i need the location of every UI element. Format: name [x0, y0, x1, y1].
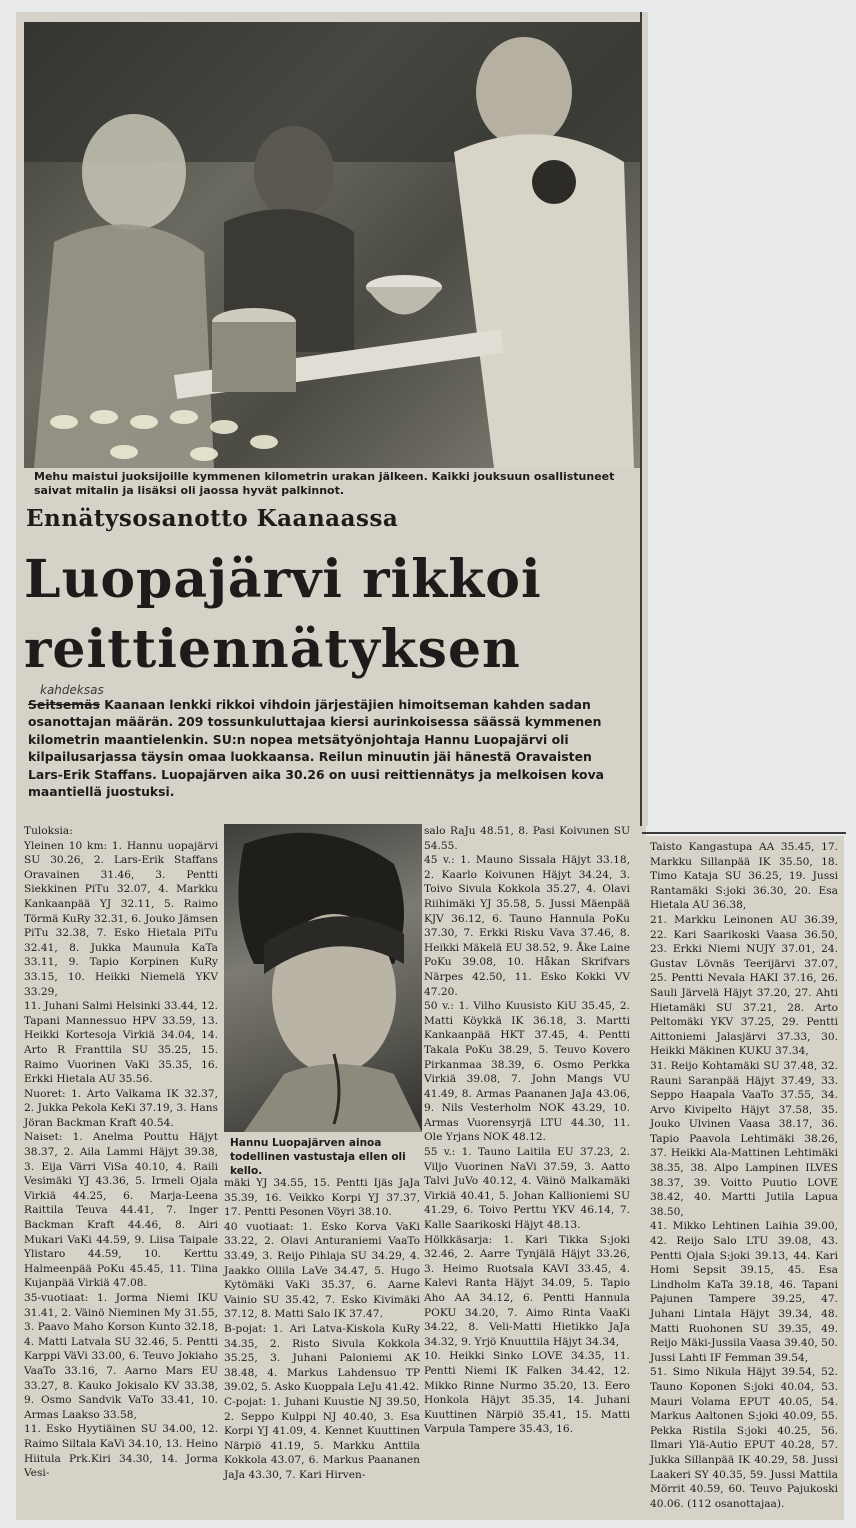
results-column-3: salo RaJu 48.51, 8. Pasi Koivunen SU 54.55. 45 v.: 1. Mauno Sissala Häjyt 33.18, 2. Kaarlo Koivunen Häjyt 34.24, 3. Toivo Sivula Kokkola 35.27, 4. Olavi Riihimäki YJ 35.58, 5. Jussi Mäenpää KJV 36.12, 6. Tauno Hannula PoKu 37.30, 7. Erkki Risku Vava 37.46, 8. Heikki Mäkelä EU 38.52, 9. Åke Laine PoKu 39.08, 10. Håkan Skrifvars Närpes 42.50, 11. Esko Kokki VV 47.20. 50 v.: 1. Vilho Kuusisto KiU 35.45, 2. Matti Köykkä IK 36.18, 3. Martti Kankaanpää HKT 37.45, 4. Pentti Takala PoKu 38.29, 5. Teuvo Kovero Pirkanmaa 38.39, 6. Osmo Perkka Virkiä 39.08, 7. John Mangs VU 41.49, 8. Armas Paananen JaJa 43.06, 9. Nils Vesterholm NOK 43.29, 10. Armas Vuorensyrjä LTU 44.30, 11. Ole Yrjans NOK 48.12. 55 v.: 1. Tauno Laitila EU 37.23, 2. Viljo Vuorinen NaVi 37.59, 3. Aatto Talvi JuVo 40.12, 4. Väinö Malkamäki Virkiä 40.41, 5. Johan Kallioniemi SU 41.29, 6. Toivo Perttu YKV 46.14, 7. Kalle Saarikoski Häjyt 48.13. Hölkkäsarja: 1. Kari Tikka S:joki 32.46, 2. Aarre Tynjälä Häjyt 33.26, 3. Heimo Ruotsala KAVI 33.45, 4. Kalevi Ranta Häjyt 34.09, 5. Tapio Aho AA 34.12, 6. Pentti Hannula POKU 34.20, 7. Aimo Rinta VaaKi 34.22, 8. Veli-Matti Hietikko JaJa 34.32, 9. Yrjö Knuuttila Häjyt 34.34, 10. Heikki Sinko LOVE 34.35, 11. Pentti Niemi IK Falken 34.42, 12. Mikko Rinne Nurmo 35.20, 13. Eero Honkola Häjyt 35.35, 14. Juhani Kuuttinen Närpiö 35.41, 15. Matti Varpula Tampere 35.43, 16.	[424, 825, 630, 1436]
results-column-1: Tuloksia: Yleinen 10 km: 1. Hannu uopajärvi SU 30.26, 2. Lars-Erik Staffans Oravainen 31.46, 3. Pentti Siekkinen PiTu 32.07, 4. Markku Kankaanpää YJ 32.11, 5. Raimo Törmä KuRy 32.31, 6. Jouko Jämsen PiTu 32.38, 7. Esko Hietala PiTu 32.41, 8. Jukka Maunula KaTa 33.11, 9. Tapio Korpinen KuRy 33.15, 10. Heikki Niemelä YKV 33.29, 11. Juhani Salmi Helsinki 33.44, 12. Tapani Mannessuo HPV 33.59, 13. Heikki Kortesoja Virkiä 34.04, 14. Arto R Franttila SU 35.25, 15. Raimo Vuorinen VaKi 35.35, 16. Erkki Hietala AU 35.56. Nuoret: 1. Arto Valkama IK 32.37, 2. Jukka Pekola KeKi 37.19, 3. Hans Jöran Backman Kraft 40.54. Naiset: 1. Anelma Pouttu Häjyt 38.37, 2. Aila Lammi Häjyt 39.38, 3. Eija Värri ViSa 40.10, 4. Raili Vesimäki YJ 43.36, 5. Irmeli Ojala Virkiä 44.25, 6. Marja-Leena Raittila Teuva 44.41, 7. Inger Backman Kraft 44.46, 8. Airi Mukari VaKi 44.59, 9. Liisa Taipale Ylistaro 44.59, 10. Kerttu Halmeenpää PoKu 45.45, 11. Tiina Kujanpää Virkiä 47.08. 35-vuotiaat: 1. Jorma Niemi IKU 31.41, 2. Väinö Nieminen My 31.55, 3. Paavo Maho Korson Kunto 32.18, 4. Matti Latvala SU 32.46, 5. Pentti Karppi VäVi 33.00, 6. Teuvo Jokiaho VaaTo 33.16, 7. Aarno Mars EU 33.27, 8. Kauko Jokisalo KV 33.38, 9. Osmo Sandvik VaTo 33.41, 10. Armas Laakso 33.58, 11. Esko Hyytiäinen SU 34.00, 12. Raimo Siltala KaVi 34.10, 13. Heino Hiitula Prk.Kiri 34.30, 14. Jorma Vesi-	[24, 825, 218, 1480]
struck-word: Seitsemäs	[28, 697, 100, 712]
photo-caption: Mehu maistui juoksijoille kymmenen kilometrin urakan jälkeen. Kaikki jouksuun osallistuneet saivat mitalin ja lisäksi oli jaossa hyvät palkinnot.	[34, 470, 615, 497]
results-column-2: mäki YJ 34.55, 15. Pentti Ijäs JaJa 35.39, 16. Veikko Korpi YJ 37.37, 17. Pentti Pesonen Vöyri 38.10. 40 vuotiaat: 1. Esko Korva VaKi 33.22, 2. Olavi Anturaniemi VaaTo 33.49, 3. Reijo Pihlaja SU 34.29, 4. Jaakko Ollila LaVe 34.47, 5. Hugo Kytömäki VaKi 35.37, 6. Aarne Vainio SU 35.42, 7. Esko Kivimäki 37.12, 8. Matti Salo IK 37.47. B-pojat: 1. Ari Latva-Kiskola KuRy 34.35, 2. Risto Sivula Kokkola 35.25, 3. Juhani Paloniemi AK 38.48, 4. Markus Lahdensuo TP 39.02, 5. Asko Kuoppala LeJu 41.42. C-pojat: 1. Juhani Kuustie NJ 39.50, 2. Seppo Kulppi NJ 40.40, 3. Esa Korpi YJ 41.09, 4. Kennet Kuuttinen Närpiö 41.19, 5. Markku Anttila Kokkola 43.07, 6. Markus Paananen JaJa 43.30, 7. Kari Hirven-	[224, 1177, 420, 1481]
juice-station-photo-shapes	[24, 22, 640, 468]
kicker-headline: Ennätysosanotto Kaanaassa	[26, 505, 399, 532]
results-column-4: Taisto Kangastupa AA 35.45, 17. Markku Sillanpää IK 35.50, 18. Timo Kataja SU 36.25, 19. Jussi Rantamäki S:joki 36.30, 20. Esa Hietala AU 36.38, 21. Markku Leinonen AU 36.39, 22. Kari Saarikoski Vaasa 36.50, 23. Erkki Niemi NUJY 37.01, 24. Gustav Lövnäs Teerijärvi 37.07, 25. Pentti Nevala HAKI 37.16, 26. Sauli Järvelä Häjyt 37.20, 27. Ahti Hietamäki SU 37.21, 28. Arto Peltomäki YKV 37.25, 29. Pentti Aittoniemi Jalasjärvi 37.33, 30. Heikki Mäkinen KUKU 37.34, 31. Reijo Kohtamäki SU 37.48, 32. Rauni Saranpää Häjyt 37.49, 33. Seppo Haapala VaaTo 37.55, 34. Arvo Kivipelto Häjyt 37.58, 35. Jouko Ulvinen Vaasa 38.17, 36. Tapio Paavola Lehtimäki 38.26, 37. Heikki Ala-Mattinen Lehtimäki 38.35, 38. Alpo Lampinen ILVES 38.37, 39. Voitto Puutio LOVE 38.42, 40. Martti Jutila Lapua 38.50, 41. Mikko Lehtinen Laihia 39.00, 42. Reijo Salo LTU 39.08, 43. Pentti Ojala S:joki 39.13, 44. Kari Homi Sepsit 39.15, 45. Esa Lindholm KaTa 39.18, 46. Tapani Pajunen Tampere 39.25, 47. Juhani Lintala Häjyt 39.34, 48. Matti Ruohonen SU 39.35, 49. Reijo Mäki-Jussila Vaasa 39.40, 50. Jussi Lahti IF Femman 39.54, 51. Simo Nikula Häjyt 39.54, 52. Tauno Koponen S:joki 40.04, 53. Mauri Volama EPUT 40.05, 54. Markus Aaltonen S:joki 40.09, 55. Pekka Ristila S:joki 40.25, 56. Ilmari Ylä-Autio EPUT 40.28, 57. Jukka Sillanpää IK 40.29, 58. Jussi Laakeri SY 40.35, 59. Jussi Mattila Mörrit 40.59, 60. Teuvo Pajukoski 40.06. (112 osanottajaa).	[650, 841, 838, 1510]
lead-text: Kaanaan lenkki rikkoi vihdoin järjestäjien himoitseman kahden sadan osanottajan määrän. 209 tossunkuluttajaa kiersi aurinkoisessa säässä kymmenen kilometrin maantielenkin. SU:n nopea metsätyönjohtaja Hannu Luopajärvi oli kilpailusarjassa täysin omaa luokkaansa. Reilun minuutin jäi hänestä Oravaisten Lars-Erik Staffans. Luopajärven aika 30.26 on uusi reittiennätys ja melkoisen kova maantiellä juostuksi.	[28, 697, 605, 800]
juice-station-photo	[24, 22, 640, 468]
lead-paragraph	[28, 696, 618, 800]
runner-portrait-shapes	[224, 824, 422, 1132]
handwritten-correction: kahdeksas	[40, 683, 104, 697]
horizontal-rule	[642, 832, 846, 834]
vertical-rule	[640, 12, 642, 826]
portrait-caption: Hannu Luopajärven ainoa todellinen vastustaja ellen oli kello.	[230, 1137, 406, 1177]
main-headline: Luopajärvi rikkoi reittiennätyksen	[24, 549, 542, 680]
runner-portrait-photo	[224, 824, 422, 1132]
